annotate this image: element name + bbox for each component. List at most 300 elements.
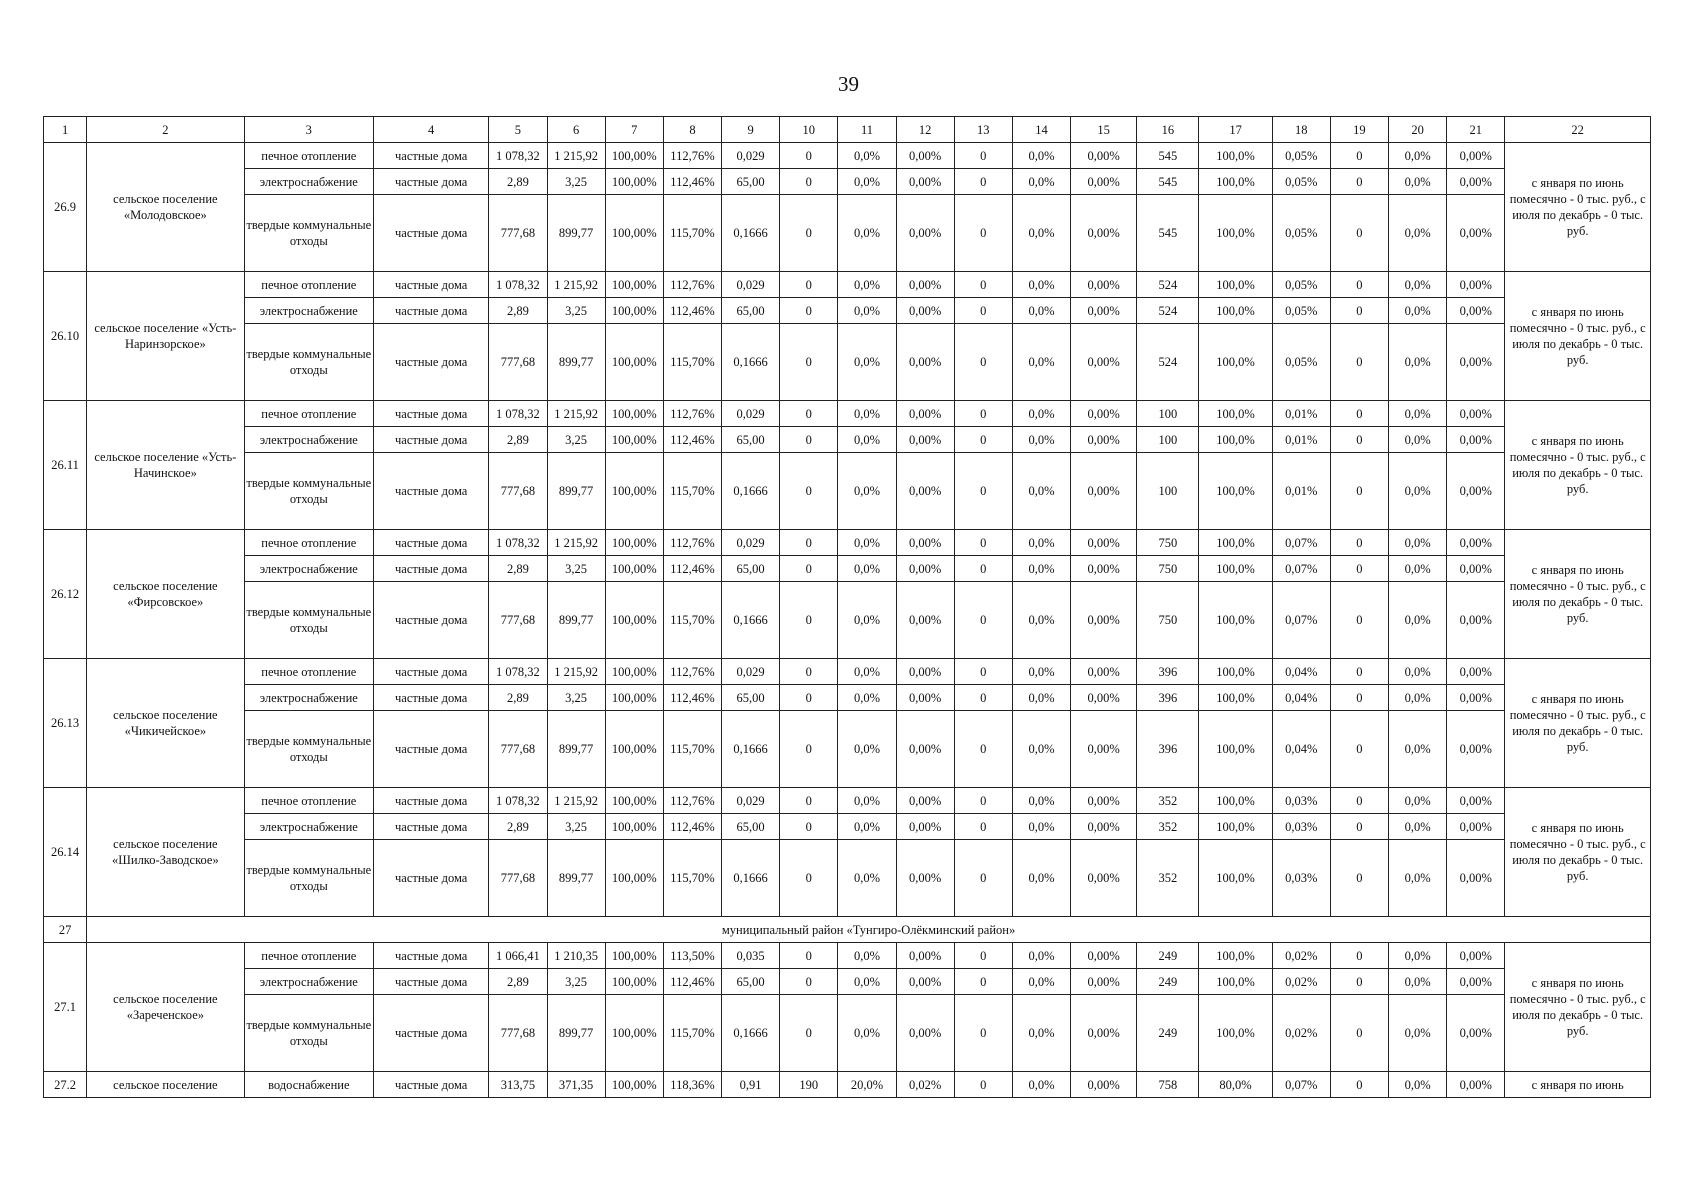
value-cell: 100,0%	[1199, 453, 1272, 530]
service-cell: твердые коммунальные отходы	[244, 995, 373, 1072]
row-number: 26.9	[44, 143, 87, 272]
value-cell: 0,02%	[1272, 995, 1330, 1072]
value-cell: 0,00%	[1447, 453, 1505, 530]
value-cell: 0,0%	[1012, 169, 1070, 195]
value-cell: 0,0%	[838, 169, 896, 195]
value-cell: 0,00%	[1447, 298, 1505, 324]
value-cell: 0,07%	[1272, 582, 1330, 659]
value-cell: 0,00%	[896, 427, 954, 453]
value-cell: 524	[1137, 298, 1199, 324]
section-title: муниципальный район «Тунгиро-Олёкминский район»	[87, 917, 1651, 943]
value-cell: 100,00%	[605, 659, 663, 685]
value-cell: 0,0%	[1012, 840, 1070, 917]
column-header: 1	[44, 117, 87, 143]
housing-cell: частные дома	[374, 143, 489, 169]
value-cell: 0,01%	[1272, 427, 1330, 453]
value-cell: 0,00%	[896, 401, 954, 427]
value-cell: 0,00%	[896, 298, 954, 324]
value-cell: 0,00%	[896, 969, 954, 995]
value-cell: 0,0%	[1012, 272, 1070, 298]
value-cell: 0,04%	[1272, 659, 1330, 685]
value-cell: 0,00%	[1071, 298, 1137, 324]
service-cell: электроснабжение	[244, 169, 373, 195]
value-cell: 0,0%	[1389, 530, 1447, 556]
value-cell: 0,00%	[1071, 195, 1137, 272]
value-cell: 0	[780, 401, 838, 427]
value-cell: 0,00%	[1447, 556, 1505, 582]
value-cell: 0,0%	[1389, 1072, 1447, 1098]
value-cell: 0,0%	[1012, 453, 1070, 530]
value-cell: 0,0%	[1012, 582, 1070, 659]
value-cell: 100,0%	[1199, 969, 1272, 995]
service-cell: твердые коммунальные отходы	[244, 711, 373, 788]
value-cell: 113,50%	[663, 943, 721, 969]
value-cell: 0,0%	[838, 685, 896, 711]
value-cell: 0,00%	[1447, 685, 1505, 711]
value-cell: 0,0%	[838, 943, 896, 969]
value-cell: 1 215,92	[547, 272, 605, 298]
value-cell: 0,00%	[1071, 582, 1137, 659]
value-cell: 190	[780, 1072, 838, 1098]
value-cell: 0	[1330, 401, 1388, 427]
value-cell: 0,00%	[1071, 556, 1137, 582]
value-cell: 0	[1330, 272, 1388, 298]
value-cell: 100,00%	[605, 943, 663, 969]
value-cell: 0,00%	[896, 169, 954, 195]
value-cell: 100,00%	[605, 143, 663, 169]
value-cell: 899,77	[547, 840, 605, 917]
value-cell: 1 066,41	[489, 943, 547, 969]
value-cell: 899,77	[547, 324, 605, 401]
table-row	[44, 324, 1651, 401]
value-cell: 112,46%	[663, 169, 721, 195]
column-header: 9	[722, 117, 780, 143]
value-cell: 100,0%	[1199, 788, 1272, 814]
value-cell: 0	[954, 582, 1012, 659]
value-cell: 100,0%	[1199, 298, 1272, 324]
value-cell: 0,00%	[896, 943, 954, 969]
settlement-name: сельское поселение «Усть-Начинское»	[87, 401, 244, 530]
value-cell: 3,25	[547, 969, 605, 995]
value-cell: 100,0%	[1199, 324, 1272, 401]
value-cell: 777,68	[489, 195, 547, 272]
value-cell: 0	[954, 401, 1012, 427]
value-cell: 65,00	[722, 685, 780, 711]
note-cell: с января по июнь помесячно - 0 тыс. руб., с июля по декабрь - 0 тыс. руб.	[1505, 943, 1651, 1072]
value-cell: 750	[1137, 582, 1199, 659]
value-cell: 0,029	[722, 143, 780, 169]
value-cell: 100,00%	[605, 1072, 663, 1098]
value-cell: 100,00%	[605, 453, 663, 530]
housing-cell: частные дома	[374, 788, 489, 814]
value-cell: 100,0%	[1199, 711, 1272, 788]
value-cell: 0,0%	[1012, 969, 1070, 995]
value-cell: 899,77	[547, 995, 605, 1072]
value-cell: 0,0%	[1389, 427, 1447, 453]
value-cell: 65,00	[722, 427, 780, 453]
note-cell: с января по июнь помесячно - 0 тыс. руб., с июля по декабрь - 0 тыс. руб.	[1505, 530, 1651, 659]
service-cell: печное отопление	[244, 659, 373, 685]
value-cell: 524	[1137, 272, 1199, 298]
value-cell: 0,029	[722, 788, 780, 814]
value-cell: 100,0%	[1199, 685, 1272, 711]
note-cell: с января по июнь помесячно - 0 тыс. руб., с июля по декабрь - 0 тыс. руб.	[1505, 401, 1651, 530]
value-cell: 0,00%	[1071, 272, 1137, 298]
value-cell: 0,0%	[1389, 659, 1447, 685]
value-cell: 0,00%	[896, 530, 954, 556]
value-cell: 0,00%	[896, 685, 954, 711]
value-cell: 0,0%	[1012, 995, 1070, 1072]
table-row	[44, 143, 1651, 169]
value-cell: 545	[1137, 143, 1199, 169]
column-header: 22	[1505, 117, 1651, 143]
value-cell: 0,00%	[1071, 427, 1137, 453]
value-cell: 0	[1330, 1072, 1388, 1098]
value-cell: 0	[1330, 427, 1388, 453]
value-cell: 0	[954, 169, 1012, 195]
value-cell: 0	[780, 453, 838, 530]
value-cell: 0,00%	[1447, 814, 1505, 840]
value-cell: 112,76%	[663, 272, 721, 298]
value-cell: 0,0%	[1389, 582, 1447, 659]
value-cell: 115,70%	[663, 582, 721, 659]
value-cell: 777,68	[489, 995, 547, 1072]
value-cell: 115,70%	[663, 995, 721, 1072]
value-cell: 0	[780, 298, 838, 324]
housing-cell: частные дома	[374, 453, 489, 530]
value-cell: 0,0%	[1012, 556, 1070, 582]
value-cell: 0	[780, 969, 838, 995]
column-header: 6	[547, 117, 605, 143]
value-cell: 0,0%	[838, 298, 896, 324]
value-cell: 0,00%	[1071, 143, 1137, 169]
value-cell: 0,0%	[838, 995, 896, 1072]
value-cell: 0,00%	[1071, 659, 1137, 685]
housing-cell: частные дома	[374, 298, 489, 324]
value-cell: 396	[1137, 711, 1199, 788]
value-cell: 0	[780, 659, 838, 685]
value-cell: 3,25	[547, 556, 605, 582]
value-cell: 0,0%	[838, 582, 896, 659]
value-cell: 0,0%	[1389, 840, 1447, 917]
value-cell: 100,0%	[1199, 943, 1272, 969]
table-row	[44, 969, 1651, 995]
housing-cell: частные дома	[374, 969, 489, 995]
table-row	[44, 659, 1651, 685]
value-cell: 112,76%	[663, 659, 721, 685]
value-cell: 0	[780, 324, 838, 401]
value-cell: 249	[1137, 943, 1199, 969]
value-cell: 0,0%	[1389, 711, 1447, 788]
note-cell: с января по июнь	[1505, 1072, 1651, 1098]
row-number: 26.10	[44, 272, 87, 401]
housing-cell: частные дома	[374, 195, 489, 272]
service-cell: печное отопление	[244, 530, 373, 556]
value-cell: 0,00%	[1447, 582, 1505, 659]
table-row	[44, 530, 1651, 556]
value-cell: 0,00%	[1447, 969, 1505, 995]
value-cell: 777,68	[489, 582, 547, 659]
value-cell: 112,76%	[663, 143, 721, 169]
value-cell: 899,77	[547, 711, 605, 788]
column-header: 3	[244, 117, 373, 143]
value-cell: 0,03%	[1272, 840, 1330, 917]
value-cell: 0,0%	[1012, 530, 1070, 556]
value-cell: 65,00	[722, 814, 780, 840]
value-cell: 100,0%	[1199, 582, 1272, 659]
row-number: 27.2	[44, 1072, 87, 1098]
value-cell: 0,0%	[1012, 195, 1070, 272]
value-cell: 100,00%	[605, 401, 663, 427]
value-cell: 758	[1137, 1072, 1199, 1098]
value-cell: 0,00%	[896, 814, 954, 840]
value-cell: 100,0%	[1199, 272, 1272, 298]
column-header: 7	[605, 117, 663, 143]
value-cell: 0,00%	[1071, 453, 1137, 530]
value-cell: 3,25	[547, 427, 605, 453]
value-cell: 0,02%	[896, 1072, 954, 1098]
value-cell: 750	[1137, 556, 1199, 582]
value-cell: 100,00%	[605, 195, 663, 272]
value-cell: 0,0%	[838, 788, 896, 814]
value-cell: 0,07%	[1272, 1072, 1330, 1098]
value-cell: 3,25	[547, 685, 605, 711]
value-cell: 0	[1330, 324, 1388, 401]
service-cell: электроснабжение	[244, 969, 373, 995]
value-cell: 0	[954, 556, 1012, 582]
value-cell: 100,0%	[1199, 195, 1272, 272]
value-cell: 0,1666	[722, 840, 780, 917]
value-cell: 100,00%	[605, 298, 663, 324]
value-cell: 100,00%	[605, 995, 663, 1072]
service-cell: печное отопление	[244, 788, 373, 814]
housing-cell: частные дома	[374, 995, 489, 1072]
value-cell: 100,0%	[1199, 814, 1272, 840]
value-cell: 0,0%	[1012, 427, 1070, 453]
value-cell: 0,029	[722, 272, 780, 298]
row-number: 26.11	[44, 401, 87, 530]
value-cell: 0,00%	[896, 195, 954, 272]
value-cell: 0,01%	[1272, 453, 1330, 530]
value-cell: 0	[1330, 530, 1388, 556]
housing-cell: частные дома	[374, 814, 489, 840]
value-cell: 0,00%	[1447, 401, 1505, 427]
service-cell: водоснабжение	[244, 1072, 373, 1098]
value-cell: 100,00%	[605, 427, 663, 453]
value-cell: 112,46%	[663, 427, 721, 453]
value-cell: 0,00%	[1447, 530, 1505, 556]
value-cell: 0	[780, 556, 838, 582]
value-cell: 0,04%	[1272, 685, 1330, 711]
value-cell: 0,05%	[1272, 143, 1330, 169]
housing-cell: частные дома	[374, 324, 489, 401]
value-cell: 0,05%	[1272, 272, 1330, 298]
value-cell: 0,1666	[722, 324, 780, 401]
value-cell: 0	[780, 711, 838, 788]
value-cell: 0,0%	[1012, 324, 1070, 401]
service-cell: электроснабжение	[244, 427, 373, 453]
value-cell: 0,00%	[1447, 195, 1505, 272]
value-cell: 0,0%	[838, 814, 896, 840]
value-cell: 0,00%	[1071, 969, 1137, 995]
value-cell: 0,00%	[896, 272, 954, 298]
value-cell: 0,00%	[1071, 324, 1137, 401]
value-cell: 0,0%	[838, 143, 896, 169]
value-cell: 0	[780, 169, 838, 195]
value-cell: 0,0%	[838, 711, 896, 788]
value-cell: 0,00%	[1447, 272, 1505, 298]
row-number: 26.14	[44, 788, 87, 917]
value-cell: 115,70%	[663, 324, 721, 401]
table-row	[44, 195, 1651, 272]
value-cell: 65,00	[722, 556, 780, 582]
value-cell: 1 215,92	[547, 143, 605, 169]
value-cell: 0	[954, 324, 1012, 401]
value-cell: 100,00%	[605, 169, 663, 195]
value-cell: 0,0%	[1389, 195, 1447, 272]
table-row	[44, 840, 1651, 917]
table-row	[44, 556, 1651, 582]
value-cell: 1 215,92	[547, 401, 605, 427]
value-cell: 0,0%	[1389, 814, 1447, 840]
value-cell: 0,00%	[1071, 169, 1137, 195]
value-cell: 20,0%	[838, 1072, 896, 1098]
housing-cell: частные дома	[374, 272, 489, 298]
value-cell: 352	[1137, 814, 1199, 840]
value-cell: 0	[954, 969, 1012, 995]
value-cell: 0,00%	[1447, 1072, 1505, 1098]
value-cell: 0,00%	[1447, 143, 1505, 169]
housing-cell: частные дома	[374, 711, 489, 788]
value-cell: 100,0%	[1199, 995, 1272, 1072]
value-cell: 0	[954, 272, 1012, 298]
value-cell: 0,00%	[896, 143, 954, 169]
value-cell: 112,76%	[663, 401, 721, 427]
value-cell: 0,00%	[896, 788, 954, 814]
value-cell: 0,00%	[1071, 788, 1137, 814]
value-cell: 0	[780, 814, 838, 840]
value-cell: 2,89	[489, 298, 547, 324]
service-cell: печное отопление	[244, 401, 373, 427]
settlement-name: сельское поселение «Чикичейское»	[87, 659, 244, 788]
value-cell: 0,05%	[1272, 169, 1330, 195]
table-row	[44, 685, 1651, 711]
value-cell: 0	[1330, 995, 1388, 1072]
value-cell: 1 078,32	[489, 659, 547, 685]
value-cell: 0	[954, 659, 1012, 685]
value-cell: 0	[954, 840, 1012, 917]
value-cell: 0	[1330, 711, 1388, 788]
column-header: 16	[1137, 117, 1199, 143]
value-cell: 0	[1330, 453, 1388, 530]
value-cell: 0,0%	[838, 272, 896, 298]
value-cell: 0,0%	[1389, 995, 1447, 1072]
value-cell: 0,0%	[1012, 1072, 1070, 1098]
column-header: 12	[896, 117, 954, 143]
service-cell: твердые коммунальные отходы	[244, 324, 373, 401]
value-cell: 0,00%	[896, 995, 954, 1072]
value-cell: 100,0%	[1199, 840, 1272, 917]
value-cell: 1 078,32	[489, 788, 547, 814]
value-cell: 115,70%	[663, 453, 721, 530]
value-cell: 0,02%	[1272, 969, 1330, 995]
table-row	[44, 788, 1651, 814]
value-cell: 100,0%	[1199, 659, 1272, 685]
value-cell: 0,0%	[1012, 814, 1070, 840]
value-cell: 0,91	[722, 1072, 780, 1098]
value-cell: 0,03%	[1272, 788, 1330, 814]
value-cell: 0,0%	[1012, 685, 1070, 711]
value-cell: 750	[1137, 530, 1199, 556]
value-cell: 100,00%	[605, 711, 663, 788]
service-cell: твердые коммунальные отходы	[244, 582, 373, 659]
column-header: 14	[1012, 117, 1070, 143]
column-header: 2	[87, 117, 244, 143]
value-cell: 100	[1137, 453, 1199, 530]
value-cell: 1 078,32	[489, 401, 547, 427]
section-row	[44, 917, 1651, 943]
column-header: 10	[780, 117, 838, 143]
table-row	[44, 1072, 1651, 1098]
value-cell: 0	[1330, 556, 1388, 582]
value-cell: 0,029	[722, 659, 780, 685]
value-cell: 0,02%	[1272, 943, 1330, 969]
value-cell: 2,89	[489, 969, 547, 995]
value-cell: 0,00%	[896, 711, 954, 788]
service-cell: электроснабжение	[244, 685, 373, 711]
value-cell: 0	[1330, 969, 1388, 995]
value-cell: 65,00	[722, 169, 780, 195]
column-header: 5	[489, 117, 547, 143]
value-cell: 0	[1330, 582, 1388, 659]
value-cell: 0,0%	[1012, 298, 1070, 324]
value-cell: 0,0%	[1389, 401, 1447, 427]
value-cell: 0	[954, 195, 1012, 272]
value-cell: 899,77	[547, 582, 605, 659]
value-cell: 1 078,32	[489, 143, 547, 169]
value-cell: 0	[1330, 788, 1388, 814]
value-cell: 524	[1137, 324, 1199, 401]
value-cell: 0,01%	[1272, 401, 1330, 427]
value-cell: 100,00%	[605, 582, 663, 659]
value-cell: 100,0%	[1199, 530, 1272, 556]
value-cell: 0	[1330, 143, 1388, 169]
value-cell: 0,1666	[722, 711, 780, 788]
table-row	[44, 995, 1651, 1072]
value-cell: 0,05%	[1272, 298, 1330, 324]
value-cell: 112,46%	[663, 969, 721, 995]
value-cell: 0,0%	[1012, 143, 1070, 169]
value-cell: 0,0%	[838, 840, 896, 917]
value-cell: 0	[780, 530, 838, 556]
value-cell: 0	[954, 995, 1012, 1072]
value-cell: 0,0%	[1389, 272, 1447, 298]
value-cell: 0,0%	[1012, 401, 1070, 427]
value-cell: 0,1666	[722, 453, 780, 530]
value-cell: 100,00%	[605, 530, 663, 556]
value-cell: 0,029	[722, 530, 780, 556]
value-cell: 0,00%	[1071, 840, 1137, 917]
value-cell: 0	[954, 711, 1012, 788]
value-cell: 0	[1330, 685, 1388, 711]
value-cell: 2,89	[489, 556, 547, 582]
housing-cell: частные дома	[374, 582, 489, 659]
service-cell: твердые коммунальные отходы	[244, 453, 373, 530]
value-cell: 2,89	[489, 685, 547, 711]
table-row	[44, 814, 1651, 840]
note-cell: с января по июнь помесячно - 0 тыс. руб., с июля по декабрь - 0 тыс. руб.	[1505, 659, 1651, 788]
value-cell: 0,1666	[722, 195, 780, 272]
